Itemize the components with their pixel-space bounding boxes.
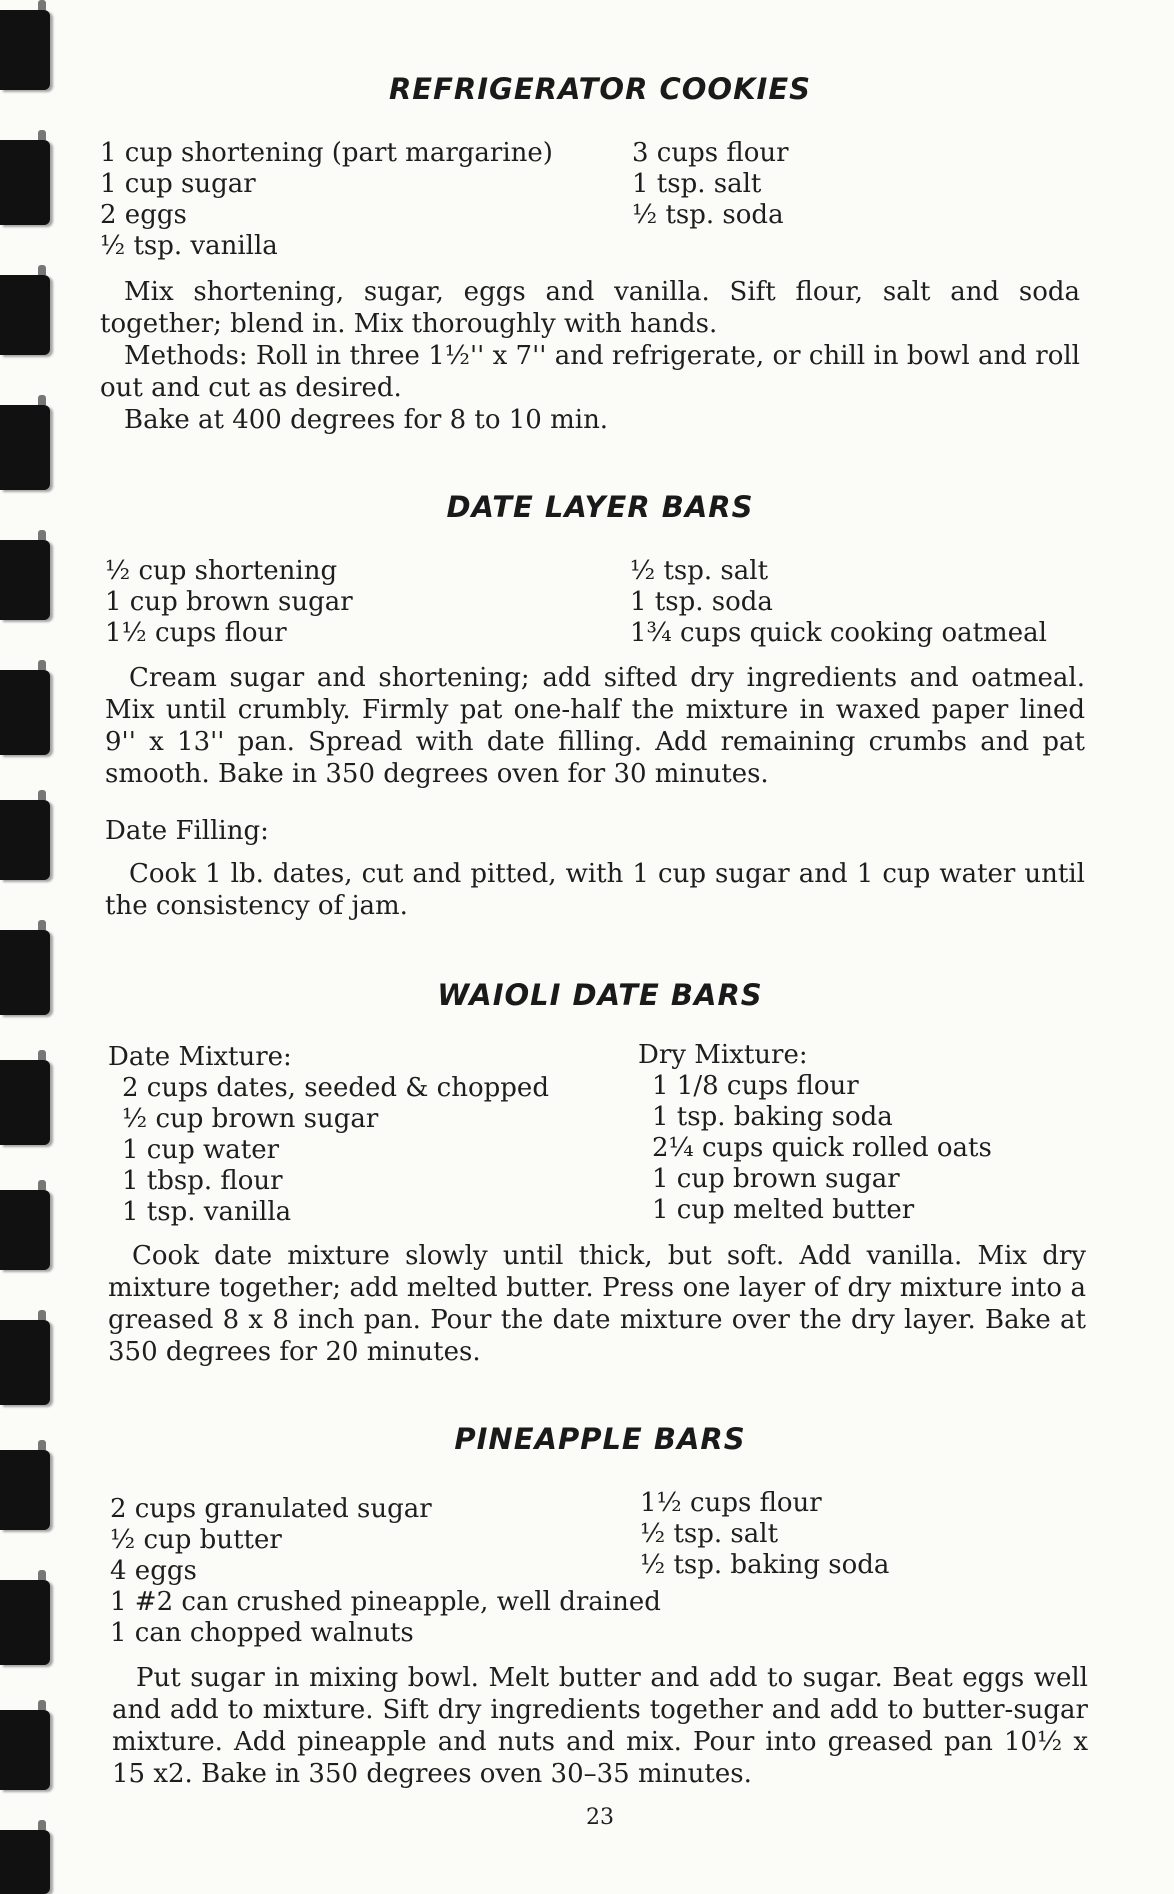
direction-paragraph: Cook 1 lb. dates, cut and pitted, with 1 cup sugar and 1 cup water until the consistency of jam. [105,859,1085,921]
direction-paragraph: Cream sugar and shortening; add sifted dry ingredients and oatmeal. Mix until crumbly. Firmly pat one-half the mixture in waxed paper lined 9'' x 13'' pan. Spread with date filling. Add remaining crumbs and pat smooth. Bake in 350 degrees oven for 30 minutes. [105,663,1085,789]
ingredient: ½ tsp. baking soda [640,1550,890,1580]
binding-ring [0,1060,50,1145]
ingredient: ½ tsp. soda [632,200,784,230]
ingredient-list-right [630,556,1047,649]
ingredient: ½ cup butter [110,1525,282,1555]
ingredient: 1½ cups flour [105,618,287,648]
recipe-directions [105,662,1085,790]
ingredient: 1 #2 can crushed pineapple, well drained [110,1587,661,1617]
ingredient: 1 tsp. salt [632,169,762,199]
ingredient: 1 cup brown sugar [105,587,353,617]
binding-ring [0,1580,50,1665]
ingredient: 1¾ cups quick cooking oatmeal [630,618,1047,648]
ingredient: 1 tsp. vanilla [122,1197,292,1227]
ingredient: ½ tsp. salt [630,556,769,586]
ingredient: 3 cups flour [632,138,789,168]
dry-mixture-label: Dry Mixture: [638,1040,808,1070]
ingredient: 1 can chopped walnuts [110,1618,414,1648]
ingredient-list-right [640,1488,889,1581]
ingredient: 1 tsp. soda [630,587,773,617]
direction-paragraph: Bake at 400 degrees for 8 to 10 min. [124,405,609,435]
ingredient: 4 eggs [110,1556,197,1586]
ingredient-list-left [100,138,553,262]
binding-ring [0,670,50,755]
recipe-directions [100,276,1080,436]
ingredient: 1 cup brown sugar [652,1164,900,1194]
recipe-title: WAIOLI DATE BARS [437,978,763,1012]
recipe-title: REFRIGERATOR COOKIES [388,72,812,106]
ingredient-list-right [632,138,789,231]
binding-ring [0,140,50,225]
direction-paragraph: Mix shortening, sugar, eggs and vanilla. Sift flour, salt and soda together; blend in. Mix thoroughly with hands. [100,277,1080,339]
binding-ring [0,930,50,1015]
ingredient: 1 tsp. baking soda [652,1102,893,1132]
binding-ring [0,10,50,90]
ingredient: 2 cups dates, seeded & chopped [122,1073,549,1103]
ingredient-list-right [652,1071,992,1226]
filling-label: Date Filling: [105,816,269,846]
direction-paragraph: Put sugar in mixing bowl. Melt butter and add to sugar. Beat eggs well and add to mixture. Sift dry ingredients together and add to butter-sugar mixture. Add pineapple and nuts and mix. Pour into greased pan 10½ x 15 x2. Bake in 350 degrees oven 30–35 minutes. [112,1663,1088,1789]
binding-ring [0,1450,50,1530]
ingredient: 1 tbsp. flour [122,1166,283,1196]
ingredient-list-left [105,556,353,649]
ingredient: ½ tsp. vanilla [100,231,278,261]
binding-ring [0,1190,50,1270]
direction-paragraph: Cook date mixture slowly until thick, but soft. Add vanilla. Mix dry mixture together; add melted butter. Press one layer of dry mixture into a greased 8 x 8 inch pan. Pour the date mixture over the dry layer. Bake at 350 degrees for 20 minutes. [108,1241,1086,1367]
direction-paragraph: Methods: Roll in three 1½'' x 7'' and refrigerate, or chill in bowl and roll out and cut as desired. [100,341,1080,403]
binding-ring [0,1320,50,1405]
filling-directions [105,858,1085,922]
ingredient: 1½ cups flour [640,1488,822,1518]
ingredient: ½ cup brown sugar [122,1104,379,1134]
binding-ring [0,405,50,490]
ingredient: 2 eggs [100,200,187,230]
spiral-binding [0,0,70,1894]
ingredient-list-left [110,1494,661,1649]
binding-ring [0,1710,50,1790]
ingredient: ½ cup shortening [105,556,338,586]
ingredient: 1 cup sugar [100,169,256,199]
recipe-directions [112,1662,1088,1790]
binding-ring [0,540,50,620]
ingredient: ½ tsp. salt [640,1519,779,1549]
recipe-directions [108,1240,1086,1368]
ingredient: 1 cup water [122,1135,280,1165]
binding-ring [0,275,50,355]
ingredient: 2¼ cups quick rolled oats [652,1133,992,1163]
ingredient-list-left [122,1073,549,1228]
page-number: 23 [586,1805,614,1830]
recipe-title: PINEAPPLE BARS [454,1422,746,1456]
ingredient: 1 cup shortening (part margarine) [100,138,553,168]
binding-ring [0,800,50,880]
binding-ring [0,1830,50,1894]
ingredient: 1 cup melted butter [652,1195,915,1225]
recipe-title: DATE LAYER BARS [446,490,754,524]
ingredient: 1 1/8 cups flour [652,1071,859,1101]
ingredient: 2 cups granulated sugar [110,1494,432,1524]
date-mixture-label: Date Mixture: [108,1042,292,1072]
